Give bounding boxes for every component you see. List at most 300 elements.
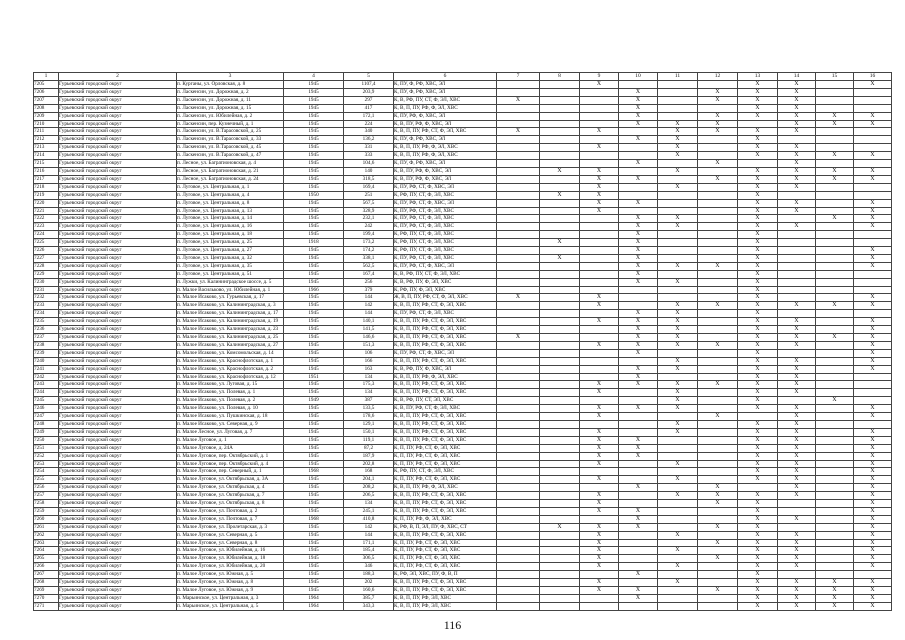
- work-mark-cell: X: [738, 191, 778, 199]
- work-mark-cell: X: [778, 128, 816, 136]
- row-number-cell: 7233: [34, 302, 59, 310]
- work-mark-cell: X: [816, 175, 854, 183]
- address-cell: п. Ласкенсин, ул. Юбилейная, д. 2: [177, 112, 284, 120]
- work-mark-cell: [497, 199, 540, 207]
- work-mark-cell: [619, 420, 658, 428]
- work-mark-cell: X: [778, 120, 816, 128]
- work-mark-cell: X: [658, 223, 698, 231]
- work-mark-cell: X: [619, 571, 658, 579]
- row-number-cell: 7254: [34, 468, 59, 476]
- work-mark-cell: X: [698, 96, 738, 104]
- municipality-cell: Гурьевский городской округ: [59, 531, 177, 539]
- work-mark-cell: [497, 531, 540, 539]
- work-mark-cell: X: [619, 515, 658, 523]
- row-number-cell: 7224: [34, 231, 59, 239]
- work-mark-cell: X: [580, 444, 619, 452]
- work-mark-cell: [619, 397, 658, 405]
- work-mark-cell: X: [854, 349, 892, 357]
- table-row: [34, 120, 892, 128]
- table-row: [34, 310, 892, 318]
- municipality-cell: Гурьевский городской округ: [59, 247, 177, 255]
- work-mark-cell: X: [619, 112, 658, 120]
- work-mark-cell: [816, 88, 854, 96]
- work-mark-cell: X: [854, 539, 892, 547]
- work-mark-cell: X: [580, 452, 619, 460]
- work-mark-cell: X: [698, 120, 738, 128]
- column-number-cell: 15: [816, 73, 854, 81]
- work-mark-cell: X: [580, 183, 619, 191]
- work-mark-cell: X: [580, 191, 619, 199]
- work-mark-cell: [816, 428, 854, 436]
- municipality-cell: Гурьевский городской округ: [59, 484, 177, 492]
- table-row: [34, 500, 892, 508]
- work-mark-cell: X: [854, 341, 892, 349]
- municipality-cell: Гурьевский городской округ: [59, 515, 177, 523]
- work-mark-cell: [816, 310, 854, 318]
- year-cell: 1945: [284, 88, 344, 96]
- work-mark-cell: X: [738, 334, 778, 342]
- address-cell: п. Малое Луговое, пер. Октябрьский, д. 1: [177, 452, 284, 460]
- table-row: [34, 587, 892, 595]
- municipality-cell: Гурьевский городской округ: [59, 302, 177, 310]
- municipality-cell: Гурьевский городской округ: [59, 199, 177, 207]
- table-row: [34, 349, 892, 357]
- work-mark-cell: X: [738, 278, 778, 286]
- municipality-cell: Гурьевский городской округ: [59, 81, 177, 89]
- work-mark-cell: X: [738, 357, 778, 365]
- work-mark-cell: [658, 594, 698, 602]
- work-mark-cell: X: [854, 247, 892, 255]
- table-row: [34, 215, 892, 223]
- year-cell: 1945: [284, 476, 344, 484]
- area-cell: 136,2: [344, 136, 394, 144]
- work-mark-cell: [540, 128, 580, 136]
- work-mark-cell: [540, 389, 580, 397]
- area-cell: 343,3: [344, 602, 394, 610]
- year-cell: 1951: [284, 373, 344, 381]
- area-cell: 206,5: [344, 492, 394, 500]
- work-mark-cell: X: [738, 254, 778, 262]
- work-mark-cell: X: [778, 389, 816, 397]
- work-mark-cell: [816, 523, 854, 531]
- municipality-cell: Гурьевский городской округ: [59, 152, 177, 160]
- work-mark-cell: X: [580, 587, 619, 595]
- work-mark-cell: [540, 294, 580, 302]
- work-mark-cell: [619, 460, 658, 468]
- work-mark-cell: X: [619, 278, 658, 286]
- year-cell: 1945: [284, 484, 344, 492]
- work-mark-cell: [497, 160, 540, 168]
- elements-cell: К, ПУ, Ф, РФ, ХВС, ЭЛ: [394, 81, 497, 89]
- row-number-cell: 7231: [34, 286, 59, 294]
- work-mark-cell: X: [854, 602, 892, 610]
- address-cell: п. Малое Луговое, ул. Южная, д. 8: [177, 579, 284, 587]
- year-cell: 1945: [284, 104, 344, 112]
- year-cell: 1968: [284, 515, 344, 523]
- row-number-cell: 7219: [34, 191, 59, 199]
- work-mark-cell: [540, 112, 580, 120]
- table-row: [34, 175, 892, 183]
- work-mark-cell: X: [580, 405, 619, 413]
- area-cell: 151,3: [344, 341, 394, 349]
- work-mark-cell: X: [658, 318, 698, 326]
- work-mark-cell: [698, 365, 738, 373]
- work-mark-cell: X: [619, 381, 658, 389]
- row-number-cell: 7216: [34, 167, 59, 175]
- municipality-cell: Гурьевский городской округ: [59, 357, 177, 365]
- area-cell: 168: [344, 468, 394, 476]
- work-mark-cell: [816, 183, 854, 191]
- work-mark-cell: [497, 167, 540, 175]
- work-mark-cell: [698, 207, 738, 215]
- work-mark-cell: X: [778, 365, 816, 373]
- work-mark-cell: [698, 310, 738, 318]
- area-cell: 171,1: [344, 539, 394, 547]
- municipality-cell: Гурьевский городской округ: [59, 160, 177, 168]
- year-cell: 1945: [284, 81, 344, 89]
- work-mark-cell: [580, 120, 619, 128]
- row-number-cell: 7248: [34, 420, 59, 428]
- work-mark-cell: [778, 397, 816, 405]
- table-row: [34, 262, 892, 270]
- work-mark-cell: [658, 444, 698, 452]
- row-number-cell: 7234: [34, 310, 59, 318]
- work-mark-cell: X: [738, 563, 778, 571]
- work-mark-cell: [497, 183, 540, 191]
- work-mark-cell: X: [658, 405, 698, 413]
- work-mark-cell: [816, 373, 854, 381]
- work-mark-cell: [816, 81, 854, 89]
- work-mark-cell: X: [778, 602, 816, 610]
- work-mark-cell: [580, 420, 619, 428]
- work-mark-cell: [540, 452, 580, 460]
- work-mark-cell: X: [738, 326, 778, 334]
- work-mark-cell: X: [658, 579, 698, 587]
- address-cell: п. Марьинское, ул. Центральная, д. 5: [177, 602, 284, 610]
- table-row: [34, 413, 892, 421]
- year-cell: 1945: [284, 349, 344, 357]
- work-mark-cell: [497, 207, 540, 215]
- work-mark-cell: [540, 444, 580, 452]
- work-mark-cell: [540, 262, 580, 270]
- work-mark-cell: [540, 405, 580, 413]
- municipality-cell: Гурьевский городской округ: [59, 88, 177, 96]
- elements-cell: К, ПУ, РФ, СТ, Ф, ЭЛ, ХВС: [394, 310, 497, 318]
- work-mark-cell: [580, 373, 619, 381]
- work-mark-cell: [854, 420, 892, 428]
- elements-cell: К, В, РФ, ПУ, Ф, ХВС, ЭЛ: [394, 365, 497, 373]
- work-mark-cell: X: [580, 428, 619, 436]
- work-mark-cell: [698, 405, 738, 413]
- work-mark-cell: [658, 231, 698, 239]
- work-mark-cell: X: [778, 199, 816, 207]
- work-mark-cell: [854, 278, 892, 286]
- row-number-cell: 7235: [34, 318, 59, 326]
- work-mark-cell: X: [658, 492, 698, 500]
- municipality-cell: Гурьевский городской округ: [59, 476, 177, 484]
- area-cell: 146,6: [344, 334, 394, 342]
- work-mark-cell: X: [540, 254, 580, 262]
- row-number-cell: 7206: [34, 88, 59, 96]
- work-mark-cell: [619, 167, 658, 175]
- table-body: [34, 73, 892, 611]
- work-mark-cell: X: [619, 326, 658, 334]
- work-mark-cell: [619, 468, 658, 476]
- work-mark-cell: [778, 310, 816, 318]
- address-cell: п. Ласкенсин, ул. В.Тарасовской, д. 45: [177, 144, 284, 152]
- work-mark-cell: X: [580, 531, 619, 539]
- work-mark-cell: [497, 492, 540, 500]
- work-mark-cell: [778, 500, 816, 508]
- year-cell: 1968: [284, 468, 344, 476]
- work-mark-cell: [497, 286, 540, 294]
- work-mark-cell: [497, 571, 540, 579]
- area-cell: 160,6: [344, 587, 394, 595]
- work-mark-cell: X: [619, 587, 658, 595]
- work-mark-cell: X: [738, 381, 778, 389]
- area-cell: 134: [344, 389, 394, 397]
- work-mark-cell: [497, 104, 540, 112]
- work-mark-cell: X: [738, 507, 778, 515]
- work-mark-cell: X: [619, 104, 658, 112]
- work-mark-cell: [619, 428, 658, 436]
- work-mark-cell: X: [738, 88, 778, 96]
- work-mark-cell: X: [778, 563, 816, 571]
- table-row: [34, 81, 892, 89]
- column-number-cell: 8: [540, 73, 580, 81]
- table-row: [34, 357, 892, 365]
- work-mark-cell: X: [778, 96, 816, 104]
- work-mark-cell: X: [854, 436, 892, 444]
- year-cell: 1945: [284, 587, 344, 595]
- municipality-cell: Гурьевский городской округ: [59, 436, 177, 444]
- row-number-cell: 7246: [34, 405, 59, 413]
- column-number-cell: 14: [778, 73, 816, 81]
- work-mark-cell: [816, 389, 854, 397]
- work-mark-cell: [738, 413, 778, 421]
- work-mark-cell: [698, 460, 738, 468]
- table-row: [34, 444, 892, 452]
- area-cell: 163: [344, 365, 394, 373]
- work-mark-cell: [540, 302, 580, 310]
- year-cell: 1964: [284, 594, 344, 602]
- work-mark-cell: [497, 326, 540, 334]
- table-row: [34, 507, 892, 515]
- area-cell: 333: [344, 152, 394, 160]
- address-cell: п. Малое Луговое, ул. Северная, д. 5: [177, 531, 284, 539]
- table-row: [34, 160, 892, 168]
- work-mark-cell: X: [540, 167, 580, 175]
- municipality-cell: Гурьевский городской округ: [59, 104, 177, 112]
- row-number-cell: 7205: [34, 81, 59, 89]
- elements-cell: К, В, П, ПУ, РФ, СТ, Ф, ЭЛ, ХВС: [394, 389, 497, 397]
- year-cell: 1945: [284, 452, 344, 460]
- table-row: [34, 492, 892, 500]
- row-number-cell: 7212: [34, 136, 59, 144]
- elements-cell: Ж, В, П, ПУ, РФ, СТ, Ф, ЭЛ, ХВС: [394, 294, 497, 302]
- area-cell: 140: [344, 167, 394, 175]
- year-cell: 1945: [284, 144, 344, 152]
- year-cell: 1945: [284, 112, 344, 120]
- work-mark-cell: [698, 318, 738, 326]
- work-mark-cell: X: [619, 254, 658, 262]
- work-mark-cell: [816, 278, 854, 286]
- table-row: [34, 231, 892, 239]
- address-cell: п. Малое Исаково, ул. Гурьевская, д. 17: [177, 294, 284, 302]
- work-mark-cell: [497, 563, 540, 571]
- work-mark-cell: [497, 247, 540, 255]
- work-mark-cell: [658, 507, 698, 515]
- table-row: [34, 286, 892, 294]
- year-cell: 1945: [284, 231, 344, 239]
- work-mark-cell: X: [738, 247, 778, 255]
- work-mark-cell: [816, 444, 854, 452]
- year-cell: 1945: [284, 326, 344, 334]
- work-mark-cell: X: [619, 507, 658, 515]
- elements-cell: К, В, П, ПУ, РФ, СТ, Ф, ЭЛ, ХВС: [394, 326, 497, 334]
- work-mark-cell: [816, 286, 854, 294]
- work-mark-cell: X: [580, 207, 619, 215]
- elements-cell: К, ПУ, РФ, СТ, Ф, ЭЛ, ХВС: [394, 223, 497, 231]
- work-mark-cell: [816, 349, 854, 357]
- row-number-cell: 7261: [34, 523, 59, 531]
- table-row: [34, 460, 892, 468]
- work-mark-cell: [540, 602, 580, 610]
- municipality-cell: Гурьевский городской округ: [59, 239, 177, 247]
- work-mark-cell: X: [738, 199, 778, 207]
- work-mark-cell: [816, 262, 854, 270]
- table-row: [34, 183, 892, 191]
- address-cell: п. Малое Исаково, ул. Калининградская, д. 3: [177, 302, 284, 310]
- elements-cell: К, В, П, ПУ, РФ, СТ, Ф, ЭЛ, ХВС: [394, 507, 497, 515]
- area-cell: 251: [344, 191, 394, 199]
- work-mark-cell: X: [738, 468, 778, 476]
- work-mark-cell: [658, 239, 698, 247]
- table-row: [34, 294, 892, 302]
- table-row: [34, 365, 892, 373]
- work-mark-cell: X: [816, 602, 854, 610]
- area-cell: 417: [344, 104, 394, 112]
- work-mark-cell: [580, 152, 619, 160]
- work-mark-cell: X: [497, 96, 540, 104]
- municipality-cell: Гурьевский городской округ: [59, 555, 177, 563]
- work-mark-cell: [580, 239, 619, 247]
- work-mark-cell: X: [854, 81, 892, 89]
- work-mark-cell: [658, 199, 698, 207]
- work-mark-cell: X: [738, 262, 778, 270]
- row-number-cell: 7236: [34, 326, 59, 334]
- work-mark-cell: [580, 334, 619, 342]
- work-mark-cell: [497, 507, 540, 515]
- row-number-cell: 7269: [34, 587, 59, 595]
- work-mark-cell: [658, 373, 698, 381]
- table-row: [34, 397, 892, 405]
- work-mark-cell: [540, 420, 580, 428]
- work-mark-cell: [658, 96, 698, 104]
- work-mark-cell: X: [738, 341, 778, 349]
- row-number-cell: 7239: [34, 349, 59, 357]
- table-row: [34, 247, 892, 255]
- work-mark-cell: [497, 120, 540, 128]
- work-mark-cell: X: [738, 579, 778, 587]
- work-mark-cell: [816, 405, 854, 413]
- table-row: [34, 452, 892, 460]
- work-mark-cell: [816, 413, 854, 421]
- address-cell: п. Луговое, ул. Центральная, д. 4: [177, 191, 284, 199]
- address-cell: п. Малое Исаково, ул. Полевая, д. 2: [177, 397, 284, 405]
- work-mark-cell: [580, 96, 619, 104]
- work-mark-cell: [698, 397, 738, 405]
- work-mark-cell: [497, 357, 540, 365]
- work-mark-cell: [778, 349, 816, 357]
- work-mark-cell: [580, 104, 619, 112]
- work-mark-cell: [854, 136, 892, 144]
- work-mark-cell: [497, 175, 540, 183]
- address-cell: п. Ласкенсин, ул. Дорожная, д. 11: [177, 96, 284, 104]
- year-cell: 1918: [284, 239, 344, 247]
- work-mark-cell: X: [658, 128, 698, 136]
- work-mark-cell: X: [580, 81, 619, 89]
- elements-cell: К, П, ПУ, РФ, СТ, Ф, ЭЛ, ХВС: [394, 539, 497, 547]
- column-number-cell: 1: [34, 73, 59, 81]
- work-mark-cell: [854, 571, 892, 579]
- work-mark-cell: [698, 349, 738, 357]
- year-cell: 1945: [284, 120, 344, 128]
- address-cell: п. Луговое, ул. Центральная, д. 16: [177, 223, 284, 231]
- work-mark-cell: [540, 278, 580, 286]
- table-row: [34, 239, 892, 247]
- work-mark-cell: [540, 120, 580, 128]
- work-mark-cell: X: [698, 128, 738, 136]
- work-mark-cell: [816, 420, 854, 428]
- work-mark-cell: X: [778, 81, 816, 89]
- elements-cell: К, В, П, ПУ, РФ, Ф, ЭЛ, ХВС: [394, 104, 497, 112]
- work-mark-cell: [816, 199, 854, 207]
- year-cell: 1945: [284, 294, 344, 302]
- address-cell: п. Малое Исаково, ул. Полевая, д. 10: [177, 405, 284, 413]
- work-mark-cell: X: [854, 334, 892, 342]
- address-cell: п. Малое Луговое, ул. Почтовая, д. 7: [177, 515, 284, 523]
- work-mark-cell: [816, 476, 854, 484]
- year-cell: 1945: [284, 381, 344, 389]
- area-cell: 204,1: [344, 476, 394, 484]
- year-cell: 1945: [284, 389, 344, 397]
- work-mark-cell: [816, 247, 854, 255]
- row-number-cell: 7262: [34, 531, 59, 539]
- work-mark-cell: [816, 547, 854, 555]
- work-mark-cell: [854, 373, 892, 381]
- work-mark-cell: X: [854, 523, 892, 531]
- work-mark-cell: [698, 515, 738, 523]
- table-row: [34, 136, 892, 144]
- year-cell: 1945: [284, 579, 344, 587]
- address-cell: п. Малое Луговое, ул. Южная, д. 5: [177, 571, 284, 579]
- area-cell: 174,2: [344, 247, 394, 255]
- area-cell: 256: [344, 278, 394, 286]
- row-number-cell: 7249: [34, 428, 59, 436]
- work-mark-cell: X: [778, 223, 816, 231]
- area-cell: 187,9: [344, 452, 394, 460]
- work-mark-cell: [497, 500, 540, 508]
- work-mark-cell: X: [580, 507, 619, 515]
- area-cell: 133,5: [344, 405, 394, 413]
- work-mark-cell: [619, 294, 658, 302]
- work-mark-cell: X: [778, 476, 816, 484]
- work-mark-cell: [540, 349, 580, 357]
- area-cell: 129,1: [344, 420, 394, 428]
- work-mark-cell: X: [854, 579, 892, 587]
- elements-cell: К, В, П, ПУ, РФ, СТ, Ф, ЭЛ, ХВС: [394, 420, 497, 428]
